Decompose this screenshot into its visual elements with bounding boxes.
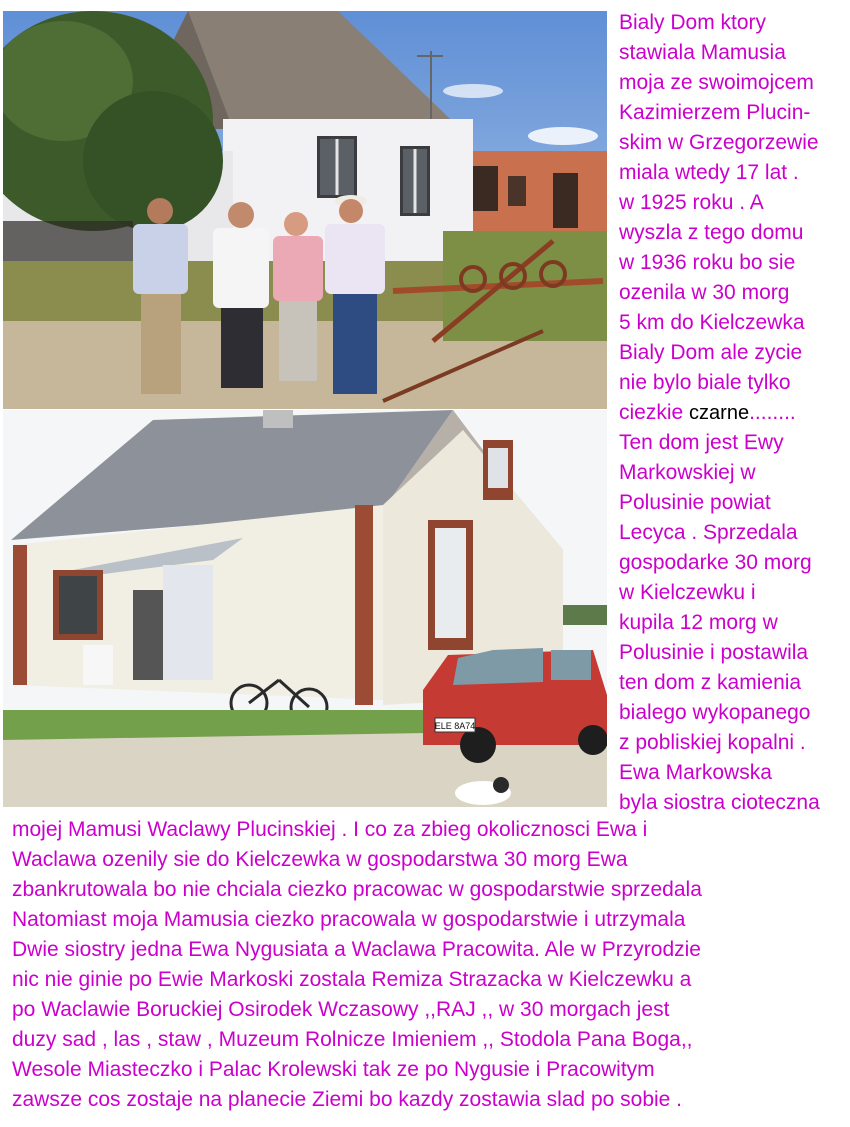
ciezkie-word: ciezkie (619, 401, 690, 424)
side-line: w 1925 roku . A (619, 191, 764, 214)
side-line: 5 km do Kielczewka (619, 311, 805, 334)
side-line: bialego wykopanego (619, 701, 811, 724)
side-line: ozenila w 30 morg (619, 281, 790, 304)
person-2 (213, 202, 269, 388)
side-line: Lecyca . Sprzedala (619, 521, 798, 544)
side-line: Bialy Dom ale zycie (619, 341, 803, 364)
side-line: kupila 12 morg w (619, 611, 778, 634)
side-line: Polusinie powiat (619, 491, 771, 514)
side-caption (619, 8, 850, 818)
side-line: skim w Grzegorzewie (619, 131, 819, 154)
side-line: nie bylo biale tylko (619, 371, 791, 394)
czarne-word: czarne (689, 402, 750, 424)
side-line: Ewa Markowska (619, 761, 772, 784)
person-3 (273, 212, 323, 381)
side-line: Kazimierzem Plucin- (619, 101, 811, 124)
white-house-illustration (3, 11, 607, 409)
side-line: byla siostra cioteczna (619, 791, 820, 814)
side-line: Bialy Dom ktory (619, 11, 767, 34)
side-line: ten dom z kamienia (619, 671, 802, 694)
side-line: Ten dom jest Ewy (619, 431, 784, 454)
side-line: gospodarke 30 morg (619, 551, 812, 574)
bottom-line: Waclawa ozenily sie do Kielczewka w gospodarstwa 30 morg Ewa (12, 848, 628, 871)
car-plate-text: ELE 8A74 (434, 721, 476, 731)
side-line: miala wtedy 17 lat . (619, 161, 799, 184)
side-line: Polusinie i postawila (619, 641, 809, 664)
bottom-line: po Waclawie Boruckiej Osirodek Wczasowy ,,RAJ ,, w 30 morgach jest (12, 998, 670, 1021)
bottom-paragraph (12, 815, 850, 1115)
side-line: z pobliskiej kopalni . (619, 731, 806, 754)
side-line: moja ze swoimojcem (619, 71, 814, 94)
person-4 (325, 195, 385, 394)
bottom-line: Dwie siostry jedna Ewa Nygusiata a Waclawa Pracowita. Ale w Przyrodzie (12, 938, 701, 961)
bottom-line: Natomiast moja Mamusia ciezko pracowala w gospodarstwie i utrzymala (12, 908, 686, 931)
side-line: w 1936 roku bo sie (619, 251, 796, 274)
white-house-photo (3, 11, 607, 409)
stone-house-illustration (3, 410, 607, 807)
side-line: wyszla z tego domu (619, 221, 804, 244)
side-line: Markowskiej w (619, 461, 756, 484)
side-line: stawiala Mamusia (619, 41, 786, 64)
bottom-line: duzy sad , las , staw , Muzeum Rolnicze Imieniem ,, Stodola Pana Boga,, (12, 1028, 693, 1051)
side-line: w Kielczewku i (619, 581, 756, 604)
bottom-line: zbankrutowala bo nie chciala ciezko pracowac w gospodarstwie sprzedala (12, 878, 702, 901)
person-1 (133, 198, 188, 394)
ellipsis-dots: ........ (749, 401, 796, 424)
bottom-line: Wesole Miasteczko i Palac Krolewski tak ze po Nygusie i Pracowitym (12, 1058, 655, 1081)
side-line-ciezkie (619, 398, 850, 428)
bottom-line: nic nie ginie po Ewie Markoski zostala Remiza Strazacka w Kielczewku a (12, 968, 692, 991)
bottom-line: mojej Mamusi Waclawy Plucinskiej . I co za zbieg okolicznosci Ewa i (12, 818, 648, 841)
stone-house-photo (3, 410, 607, 807)
bottom-line: zawsze cos zostaje na planecie Ziemi bo kazdy zostawia slad po sobie . (12, 1088, 683, 1111)
